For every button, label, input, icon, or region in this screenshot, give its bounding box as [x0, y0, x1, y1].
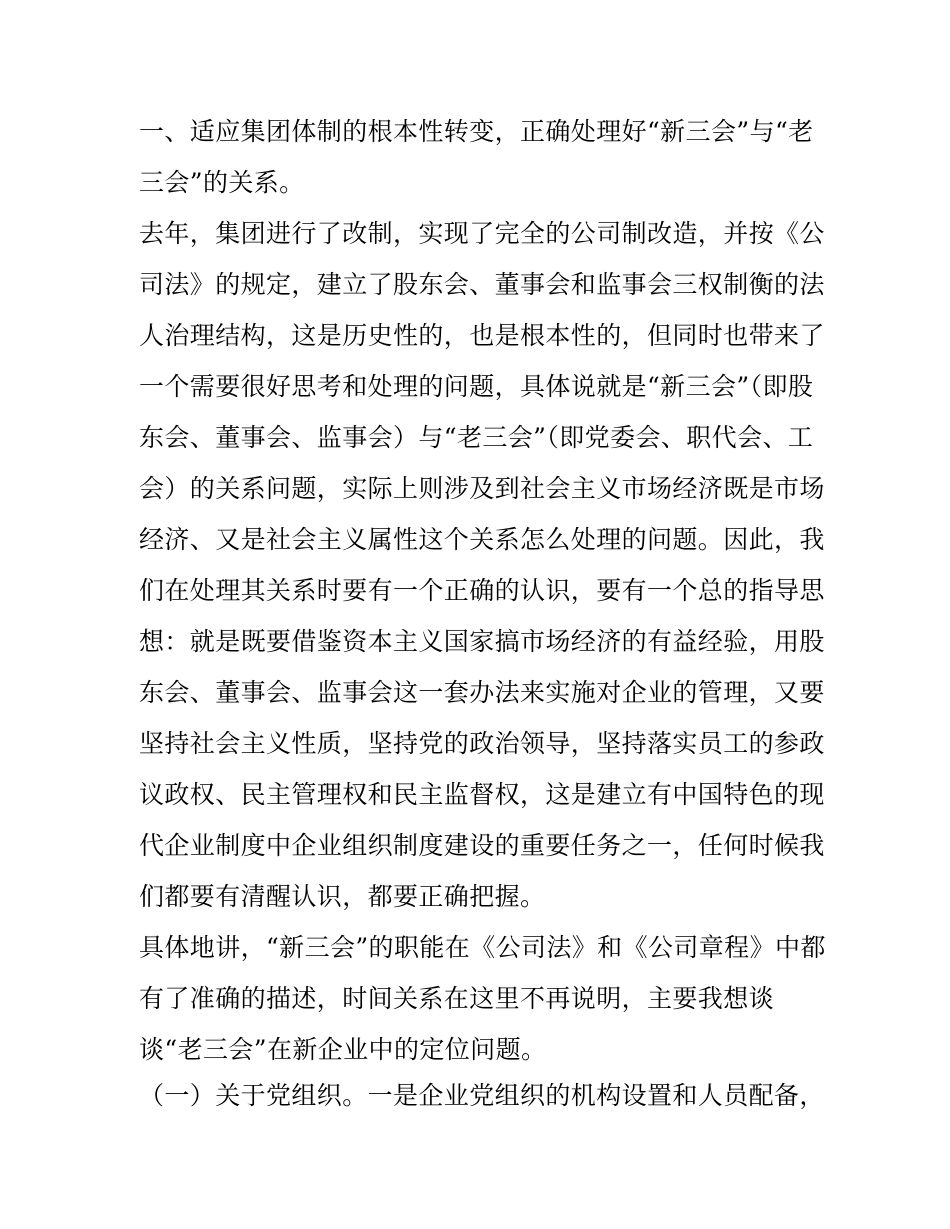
text-line: （一）关于党组织。一是企业党组织的机构设置和人员配备，	[139, 1081, 825, 1110]
text-line: 人治理结构，这是历史性的，也是根本性的，但同时也带来了	[139, 321, 825, 350]
text-line: 谈“老三会”在新企业中的定位问题。	[139, 1035, 547, 1064]
text-line: 代企业制度中企业组织制度建设的重要任务之一，任何时候我	[139, 831, 825, 860]
document-body	[139, 112, 826, 1127]
text-line: 司法》的规定，建立了股东会、董事会和监事会三权制衡的法	[139, 270, 825, 299]
text-line: 议政权、民主管理权和民主监督权，这是建立有中国特色的现	[139, 780, 825, 809]
text-line: 三会”的关系。	[139, 168, 305, 197]
text-line: 东会、董事会、监事会这一套办法来实施对企业的管理，又要	[139, 678, 825, 707]
text-line: 们都要有清醒认识，都要正确把握。	[139, 882, 546, 911]
text-line: 去年，集团进行了改制，实现了完全的公司制改造，并按《公	[139, 219, 825, 248]
text-line: 东会、董事会、监事会）与“老三会”（即党委会、职代会、工	[139, 423, 814, 452]
text-line: 一个需要很好思考和处理的问题，具体说就是“新三会”（即股	[139, 372, 814, 401]
text-line: 一、适应集团体制的根本性转变，正确处理好“新三会”与“老	[139, 117, 814, 146]
text-line: 经济、又是社会主义属性这个关系怎么处理的问题。因此，我	[139, 525, 825, 554]
text-line: 会）的关系问题，实际上则涉及到社会主义市场经济既是市场	[139, 474, 825, 503]
text-line: 们在处理其关系时要有一个正确的认识，要有一个总的指导思	[139, 576, 825, 605]
text-line: 坚持社会主义性质，坚持党的政治领导，坚持落实员工的参政	[139, 729, 825, 758]
text-line: 有了准确的描述，时间关系在这里不再说明，主要我想谈	[139, 984, 775, 1013]
text-line: 具体地讲，“新三会”的职能在《公司法》和《公司章程》中都	[139, 933, 826, 962]
text-line: 想：就是既要借鉴资本主义国家搞市场经济的有益经验，用股	[139, 627, 825, 656]
